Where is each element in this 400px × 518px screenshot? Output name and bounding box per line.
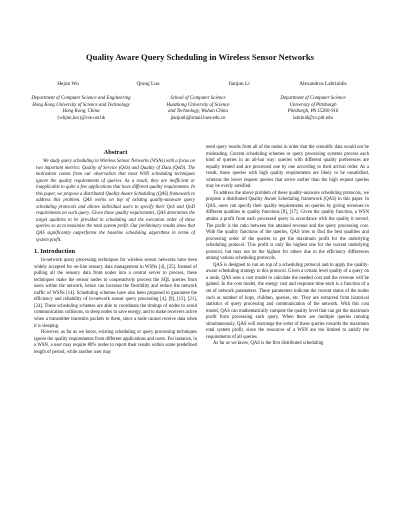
body-paragraph: However, as far as we know, existing scheduling or query processing techniques ignore the quality requirements from different applications and users. For instance, in a WSN, a user may require 80% nodes to report their results within some predefined length of period, while another user may [34,330,197,355]
abstract-text: We study query scheduling in Wireless Sensor Networks (WSNs) with a focus on two important metrics: Quality of Service (QoS) and Quality of Data (QoD). The motivation comes from our observation that most WSN scheduling techniques ignore the quality requirements of queries. As a result, they are inefficient or inapplicable to quite a few applications that have different quality requirements. In this paper, we propose a distributed Quality Aware Scheduling (QAS) framework to address this problem. QAS works on top of existing quality-unaware query scheduling protocols and allows individual users to specify their QoS and QoD requirements on each query. Given these quality requirements, QAS determines the target qualities to be provided in scheduling and the execution order of these queries so as to maximize the total system profit. Our preliminary results show that QAS significantly outperforms the baseline scheduling algorithms in terms of system profit. [36,159,195,243]
author-name: Alexandros Labrinidis [299,81,347,87]
author-name: Hejun Wu [57,81,79,87]
paper-title: Quality Aware Query Scheduling in Wireless Sensor Networks [86,52,314,62]
author-name: Jianjun Li [228,81,250,87]
body-paragraph: In-network query processing techniques for wireless sensor networks have been widely accepted for on-line sensory data management in WSNs [4], [25]. Instead of pulling all the sensory data from nodes into a central server to process, these techniques make the sensor nodes to cooperatively process the SQL queries from users within the network, hence can increase the flexibility and reduce the network traffic of WSNs [14]. Scheduling schemes have also been proposed to guarantee the efficiency and reliability of in-network sensor query processing [4], [9], [12], [21], [24]. These scheduling schemes are able to coordinate the timings of nodes to avoid communication collisions, to sleep nodes to save energy, and to make receivers active when a transmitter transmits packets to them, since a node cannot receive data when it is sleeping. [34,258,197,329]
body-paragraph: As far as we know, QAS is the first distributed scheduling [213,341,324,347]
affiliation-email: jianjunli@smail.hust.edu.cn [170,115,226,121]
affiliation-line: Huazhong University of Science [166,102,230,108]
affiliation-email: {whjnn,luo}@cse.ust.hk [56,115,106,121]
author-list [20,81,380,91]
affiliation-line: Pittsburgh, PA 15260-916 [287,109,339,115]
body-paragraph: To address the above problem of these quality-unaware scheduling protocols, we propose a distributed Quality Aware Scheduling framework (QAS) in this paper. In QAS, users can specify their quality requirements on queries by giving revenues to different qualities in quality functions [8], [17]. Given the quality function, a WSN attains a profit from each processed query in accordance with the quality it served. The profit is the ratio between the attained revenue and the query processing cost. With the quality functions of the queries, QAS tries to find the best qualities and processing order of the queries to get the maximum profit for the underlying scheduling protocol. This profit is only the highest one for the current underlying protocol, but may not be the highest for others due to the efficiency differences among various scheduling protocols. [206,190,369,262]
body-paragraph: need query results from all of the nodes in order that the scientific data would not be misleading. Current scheduling schemes or query processing systems process each kind of queries in an all-bar way: queries with different quality preferences are equally treated and are processed one by one according to their arrival order. As a result, those queries with high quality requirements are likely to be unsatisfied, whereas the lower request queries that arrive earlier than the high request queries may be overly satisfied. [206,145,369,190]
affiliation-line: Department of Computer Science and Engineering [31,96,131,101]
affiliation-line: University of Pittsburgh [289,102,337,108]
right-column [206,145,369,348]
affiliation-email: labrinid@cs.pitt.edu [293,115,333,121]
affiliation-line: Department of Computer Science [280,96,346,101]
abstract-section [34,148,197,244]
body-paragraph: QAS is designed to run on top of a scheduling protocol and to apply the quality-aware scheduling strategy to this protocol. Given a certain level quality of a query on a node, QAS uses a cost model to calculate the needed cost and the revenue will be gained. In the cost model, the energy cost and response time each is a function of a set of network parameters. These parameters indicate the current status of the nodes such as number of hops, children, queries, etc. They are extracted from historical statistics of query processing and communication of the network. With this cost model, QAS can mathematically compute the quality level that can get the maximum profit from processing each query. When there are multiple queries running simultaneously, QAS will rearrange the order of these queries towards the maximum total system profit, since the resources of a WSN are too limited to satisfy the requirements of all queries. [206,262,369,340]
affiliation-block [31,96,131,122]
left-column [34,148,197,356]
affiliation-line: and Technology, Wuhan China [168,109,228,115]
affiliation-block [148,96,248,122]
abstract-heading: Abstract [103,149,128,156]
affiliation-line: Hong Kong, China [62,109,100,115]
section-heading: 1. Introduction [34,248,76,256]
affiliation-line: School of Computer Science [170,96,226,101]
author-name: Qiong Luo [136,81,160,87]
affiliation-block [263,96,363,122]
affiliation-line: Hong Kong University of Science and Technology [32,102,130,108]
